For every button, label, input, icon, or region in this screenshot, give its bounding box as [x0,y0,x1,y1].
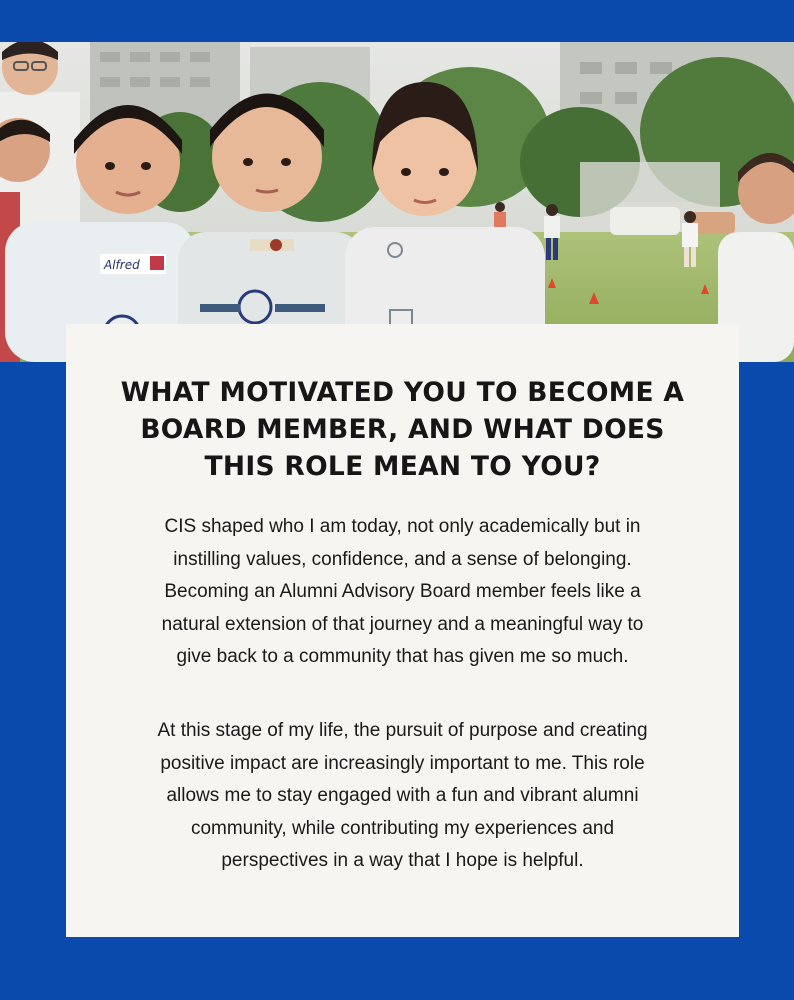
alfred-name-tag: Alfred [104,258,140,272]
answer-line: natural extension of that journey and a meaningful way to [161,613,644,635]
question-line: BOARD MEMBER, AND WHAT DOES [140,414,665,445]
answer-line: At this stage of my life, the pursuit of purpose and creating [157,720,648,741]
answer-paragraph-1 [66,511,739,674]
content-card [66,324,739,937]
answer-line: allows me to stay engaged with a fun and vibrant alumni [166,785,639,806]
answer-paragraph-2 [66,715,739,878]
question-heading [66,374,739,485]
question-line: WHAT MOTIVATED YOU TO BECOME A [120,377,685,408]
childhood-photo [0,42,794,362]
answer-line: perspectives in a way that I hope is helpful. [221,850,584,871]
answer-line: instilling values, confidence, and a sense of belonging. [173,548,632,570]
answer-line: positive impact are increasingly important to me. This role [160,752,645,774]
photo-illustration [0,42,794,362]
answer-line: community, while contributing my experiences and [190,817,615,839]
answer-line: Becoming an Alumni Advisory Board member feels like a [164,581,641,602]
answer-line: give back to a community that has given me so much. [176,646,629,667]
answer-line: CIS shaped who I am today, not only academically but in [164,516,641,537]
question-line: THIS ROLE MEAN TO YOU? [204,451,601,482]
